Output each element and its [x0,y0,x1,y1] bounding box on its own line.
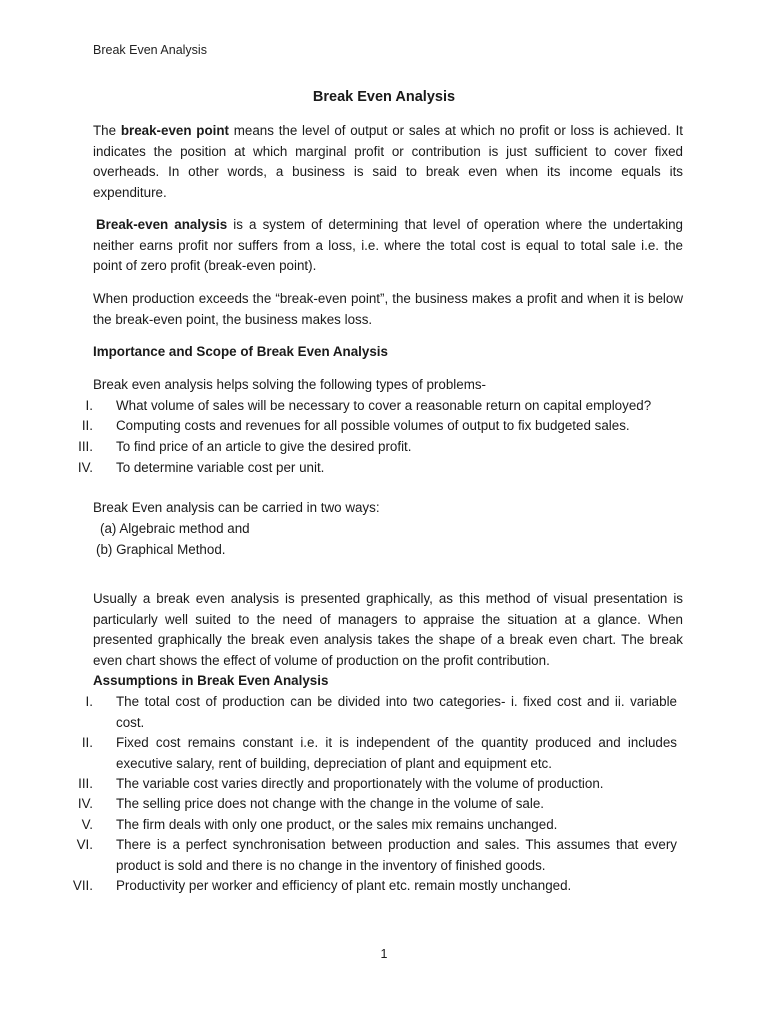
list-number: VI. [76,837,93,852]
list-number: IV. [77,460,93,475]
intro-p1-prefix: The [93,123,121,138]
list-number: V. [81,817,93,832]
list-number: VII. [72,878,93,893]
method-b: (b) Graphical Method. [96,542,226,557]
list-item: The total cost of production can be divided into two categories- i. fixed cost and ii. variable cost. [116,694,677,730]
intro-paragraph-2 [93,215,683,277]
intro-p2-rest: is a system of determining that level of operation where the undertaking neither earns profit nor suffers from a loss, i.e. where the total cost is equal to total sale i.e. the point of zero profit (break-even point). [93,217,683,274]
list-item: The firm deals with only one product, or the sales mix remains unchanged. [116,817,558,832]
running-header: Break Even Analysis [93,43,207,57]
list-number: I. [85,398,93,413]
intro-paragraph-3: When production exceeds the “break-even point”, the business makes a profit and when it is below the break-even point, the business makes loss. [93,291,683,327]
list-number: III. [78,776,93,791]
list-number: II. [81,735,93,750]
list-item: The selling price does not change with the change in the volume of sale. [116,796,545,811]
importance-heading: Importance and Scope of Break Even Analysis [93,344,388,359]
list-number: IV. [77,796,93,811]
list-item: To find price of an article to give the desired profit. [116,439,412,454]
list-item: Fixed cost remains constant i.e. it is independent of the quantity produced and includes executive salary, rent of building, depreciation of plant and equipment etc. [116,735,677,771]
list-number: II. [81,418,93,433]
list-number: III. [78,439,93,454]
page-number: 1 [380,947,388,961]
intro-p1-rest: means the level of output or sales at which no profit or loss is achieved. It indicates the position at which marginal profit or contribution is just sufficient to cover fixed overheads. In other words, a business is said to break even when its income equals its expenditure. [93,123,684,201]
graphical-paragraph: Usually a break even analysis is presented graphically, as this method of visual presentation is particularly well suited to the need of managers to appraise the situation at a glance. When presented graphically the break even analysis takes the shape of a break even chart. The break even chart shows the effect of volume of production on the profit contribution. [93,591,683,669]
methods-lead: Break Even analysis can be carried in two ways: [93,500,380,515]
list-item: Productivity per worker and efficiency of plant etc. remain mostly unchanged. [116,878,572,893]
assumptions-heading: Assumptions in Break Even Analysis [93,673,329,688]
list-item: What volume of sales will be necessary to cover a reasonable return on capital employed? [116,398,652,413]
list-item: To determine variable cost per unit. [116,460,325,475]
list-item: The variable cost varies directly and proportionately with the volume of production. [116,776,604,791]
list-number: I. [85,694,93,709]
list-item: There is a perfect synchronisation between production and sales. This assumes that every product is sold and there is no change in the inventory of finished goods. [116,837,677,873]
intro-paragraph-1 [93,121,683,204]
method-a: (a) Algebraic method and [100,521,250,536]
intro-p1-term: break-even point [120,123,230,138]
importance-lead: Break even analysis helps solving the following types of problems- [93,377,486,392]
page-title: Break Even Analysis [312,89,456,105]
list-item: Computing costs and revenues for all possible volumes of output to fix budgeted sales. [116,418,630,433]
intro-p2-term: Break-even analysis [96,217,228,232]
